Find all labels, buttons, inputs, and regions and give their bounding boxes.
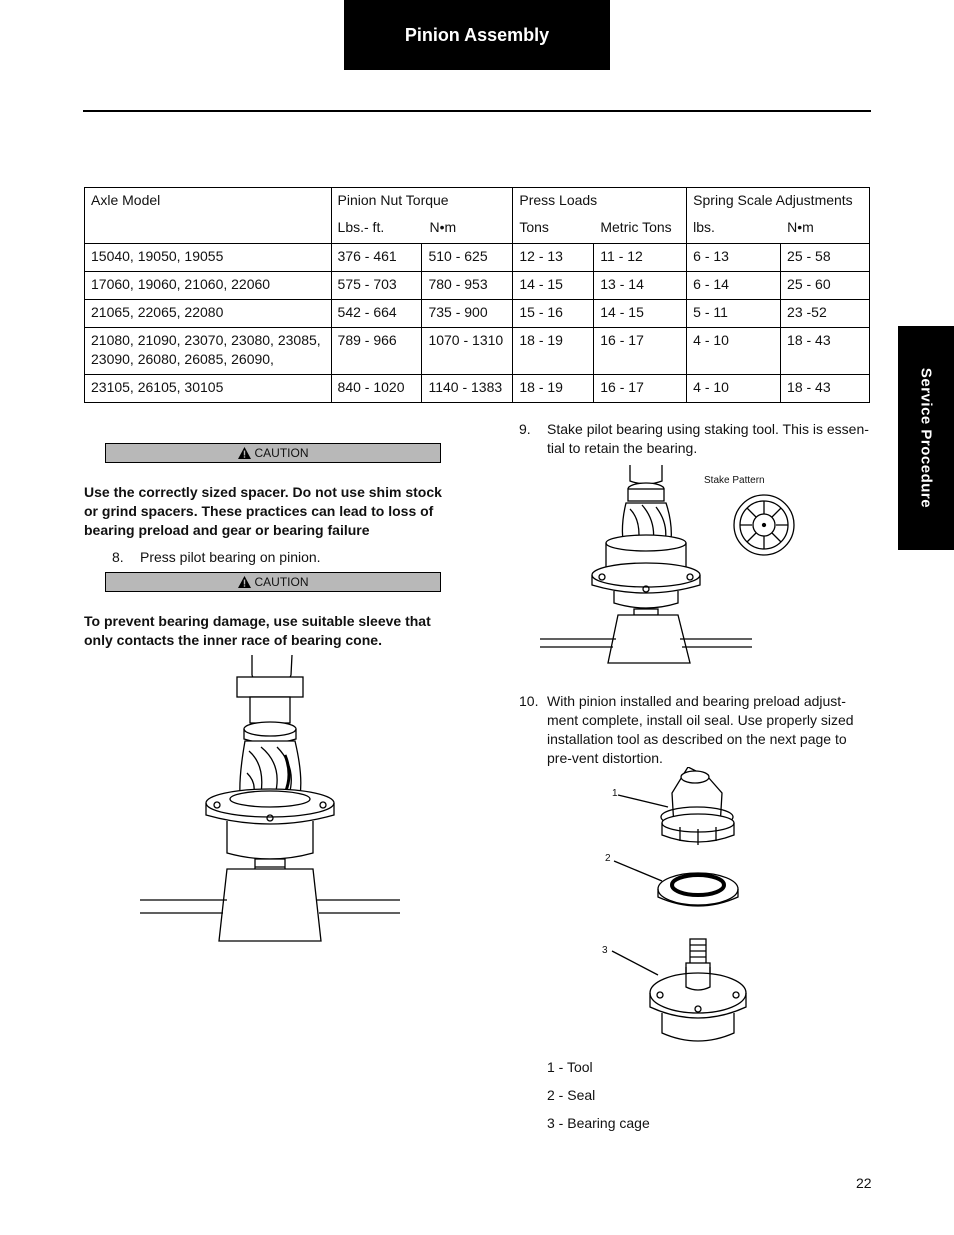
header-axle-model: Axle Model <box>85 188 332 244</box>
cell-model: 17060, 19060, 21060, 22060 <box>85 272 332 300</box>
caution-text-1: Use the correctly sized spacer. Do not use shim stock or grind spacers. These practices can lead to loss of bearing preload and gear or bearing failure <box>84 484 442 538</box>
table-row <box>85 375 870 403</box>
warning-icon <box>238 447 251 459</box>
cell-scale-lbs: 6 - 14 <box>687 272 781 300</box>
subheader-nm2: N•m <box>787 219 814 235</box>
table-row <box>85 272 870 300</box>
cell-tons: 14 - 15 <box>513 272 594 300</box>
cell-scale-nm: 25 - 58 <box>781 244 870 272</box>
caution-bar-1 <box>105 443 441 463</box>
caution-bar-2 <box>105 572 441 592</box>
cell-model: 15040, 19050, 19055 <box>85 244 332 272</box>
cell-model: 23105, 26105, 30105 <box>85 375 332 403</box>
header-pinion-nut-torque: Pinion Nut Torque <box>331 188 513 213</box>
table-row <box>85 300 870 328</box>
cell-metric-tons: 13 - 14 <box>594 272 687 300</box>
cell-scale-lbs: 4 - 10 <box>687 375 781 403</box>
legend-item-bearing-cage: 3 - Bearing cage <box>547 1115 650 1131</box>
cell-metric-tons: 14 - 15 <box>594 300 687 328</box>
cell-torque-nm: 780 - 953 <box>422 272 513 300</box>
side-tab <box>898 326 954 550</box>
cell-scale-lbs: 5 - 11 <box>687 300 781 328</box>
callout-1: 1 <box>612 788 618 799</box>
cell-metric-tons: 16 - 17 <box>594 328 687 375</box>
header-rule <box>83 110 871 112</box>
cell-scale-nm: 18 - 43 <box>781 328 870 375</box>
subheader-scale <box>687 212 870 244</box>
callout-3: 3 <box>602 945 608 956</box>
legend-item-tool: 1 - Tool <box>547 1059 593 1075</box>
subheader-tons: Tons <box>519 219 549 235</box>
step-9-text: Stake pilot bearing using staking tool. This is essen-tial to retain the bearing. <box>547 421 869 456</box>
section-title: Pinion Assembly <box>404 24 550 45</box>
cell-tons: 15 - 16 <box>513 300 594 328</box>
header-press-loads: Press Loads <box>513 188 687 213</box>
warning-icon <box>238 576 251 588</box>
table-row <box>85 244 870 272</box>
caution-text-2: To prevent bearing damage, use suitable sleeve that only contacts the inner race of bearing cone. <box>84 613 431 648</box>
table-header-row <box>85 188 870 213</box>
oil-seal-installation-illustration <box>600 767 760 1052</box>
side-tab-label: Service Procedure <box>917 367 935 509</box>
stake-pattern-label: Stake Pattern <box>704 475 765 486</box>
cell-torque-lbs: 840 - 1020 <box>331 375 422 403</box>
page-number: 22 <box>856 1175 872 1191</box>
cell-torque-nm: 1070 - 1310 <box>422 328 513 375</box>
cell-model: 21080, 21090, 23070, 23080, 23085, 23090, 26080, 26085, 26090, <box>85 328 332 375</box>
caution-label: CAUTION <box>254 575 309 589</box>
cell-torque-lbs: 789 - 966 <box>331 328 422 375</box>
subheader-lbs: lbs. <box>693 219 715 235</box>
cell-scale-nm: 18 - 43 <box>781 375 870 403</box>
subheader-torque <box>331 212 513 244</box>
table-row <box>85 328 870 375</box>
step-9-number: 9. <box>519 421 531 437</box>
step-8-number: 8. <box>112 549 124 565</box>
callout-2: 2 <box>605 853 611 864</box>
cell-scale-nm: 25 - 60 <box>781 272 870 300</box>
cell-tons: 18 - 19 <box>513 375 594 403</box>
press-pilot-bearing-illustration <box>135 655 405 945</box>
cell-tons: 12 - 13 <box>513 244 594 272</box>
cell-metric-tons: 11 - 12 <box>594 244 687 272</box>
cell-torque-lbs: 542 - 664 <box>331 300 422 328</box>
cell-torque-lbs: 376 - 461 <box>331 244 422 272</box>
cell-scale-lbs: 4 - 10 <box>687 328 781 375</box>
section-header <box>344 0 610 70</box>
cell-torque-nm: 510 - 625 <box>422 244 513 272</box>
caution-label: CAUTION <box>254 446 309 460</box>
step-10-number: 10. <box>519 693 539 709</box>
subheader-lbs-ft: Lbs.- ft. <box>337 219 385 235</box>
cell-model: 21065, 22065, 22080 <box>85 300 332 328</box>
subheader-metric-tons: Metric Tons <box>600 219 672 235</box>
cell-scale-nm: 23 -52 <box>781 300 870 328</box>
spec-table <box>84 187 870 403</box>
cell-torque-nm: 735 - 900 <box>422 300 513 328</box>
legend-item-seal: 2 - Seal <box>547 1087 596 1103</box>
step-8-text: Press pilot bearing on pinion. <box>140 549 321 565</box>
cell-metric-tons: 16 - 17 <box>594 375 687 403</box>
subheader-press <box>513 212 687 244</box>
step-10-text: With pinion installed and bearing preload adjust-ment complete, install oil seal. Use properly sized installation tool as described on the next page to pre-vent distortion. <box>547 693 854 766</box>
header-spring-scale: Spring Scale Adjustments <box>687 188 870 213</box>
stake-pilot-bearing-illustration <box>538 465 810 675</box>
cell-torque-nm: 1140 - 1383 <box>422 375 513 403</box>
subheader-nm: N•m <box>429 219 457 235</box>
cell-tons: 18 - 19 <box>513 328 594 375</box>
cell-scale-lbs: 6 - 13 <box>687 244 781 272</box>
cell-torque-lbs: 575 - 703 <box>331 272 422 300</box>
